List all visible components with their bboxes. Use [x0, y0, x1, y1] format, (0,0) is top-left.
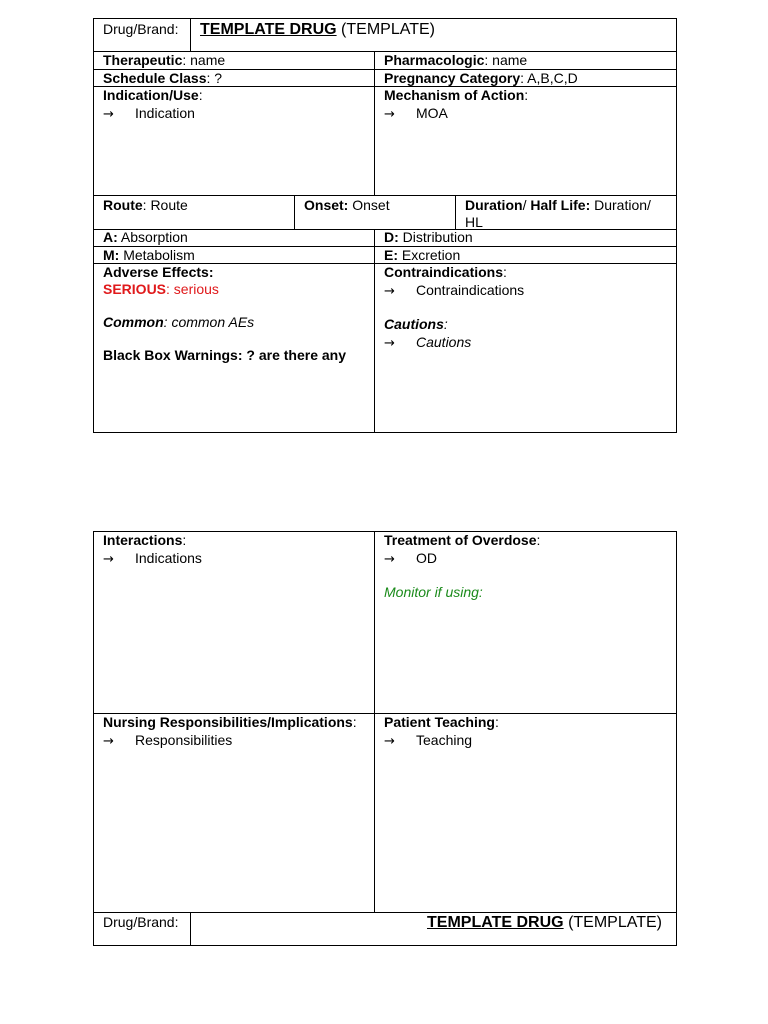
drug-suffix: (TEMPLATE) [568, 914, 662, 931]
list-item: → Responsibilities [103, 732, 233, 749]
route: Route: Route [103, 197, 188, 213]
drug-name: TEMPLATE DRUG [427, 914, 564, 931]
nursing-section: Nursing Responsibilities/Implications: → Responsibilities [103, 714, 357, 749]
monitor-note: Monitor if using: [384, 584, 483, 600]
interactions-section: Interactions: → Indications [103, 532, 202, 567]
list-item: → Teaching [384, 732, 473, 749]
excretion: E: Excretion [384, 247, 461, 263]
metabolism: M: Metabolism [103, 247, 195, 263]
list-item: → Cautions [384, 334, 472, 351]
list-item: → Contraindications [384, 282, 525, 299]
adverse-effects-section [94, 263, 355, 365]
arrow-icon: → [384, 284, 395, 299]
absorption: A: Absorption [103, 229, 188, 245]
drug-brand-label: Drug/Brand: [103, 914, 179, 930]
therapeutic-class: Therapeutic: name [103, 52, 226, 68]
onset: Onset: Onset [304, 197, 390, 213]
distribution: D: Distribution [384, 229, 473, 245]
list-item: → Indication [103, 105, 195, 122]
drug-suffix: (TEMPLATE) [341, 21, 435, 38]
pregnancy-category: Pregnancy Category: A,B,C,D [384, 70, 578, 86]
indication-heading: Indication/Use [103, 87, 199, 103]
pharmacologic-class: Pharmacologic: name [384, 52, 528, 68]
arrow-icon: → [384, 107, 395, 122]
interactions-heading: Interactions [103, 532, 183, 548]
duration-half-life: Duration/ Half Life: Duration/ HL [465, 197, 651, 230]
teaching-heading: Patient Teaching [384, 714, 495, 730]
teaching-section: Patient Teaching: → Teaching [384, 714, 499, 749]
common-effects: Common: common AEs [103, 314, 255, 330]
list-item: → OD [384, 550, 437, 567]
divider [190, 912, 191, 946]
drug-title [191, 19, 444, 40]
drug-title-footer [418, 912, 674, 933]
arrow-icon: → [384, 552, 395, 567]
list-item: → MOA [384, 105, 448, 122]
moa-heading: Mechanism of Action [384, 87, 525, 103]
black-box-warnings: Black Box Warnings: ? are there any [103, 347, 346, 363]
drug-name: TEMPLATE DRUG [200, 21, 337, 38]
overdose-heading: Treatment of Overdose [384, 532, 537, 548]
moa-section: Mechanism of Action: → MOA [384, 87, 529, 122]
nursing-heading: Nursing Responsibilities/Implications [103, 714, 353, 730]
arrow-icon: → [384, 734, 395, 749]
indication-section: Indication/Use: → Indication [103, 87, 203, 122]
contraindications-section: Contraindications: → Contraindications Cautions: → Cautions [384, 264, 525, 351]
arrow-icon: → [384, 336, 395, 351]
schedule-class: Schedule Class: ? [103, 70, 223, 86]
drug-brand-label: Drug/Brand: [103, 21, 179, 37]
cautions-heading: Cautions: [384, 316, 448, 332]
arrow-icon: → [103, 734, 114, 749]
overdose-section: Treatment of Overdose: → OD Monitor if using: [384, 532, 541, 600]
list-item: → Indications [103, 550, 202, 567]
adverse-heading: Adverse Effects: [103, 264, 214, 280]
arrow-icon: → [103, 107, 114, 122]
serious-effects: SERIOUS: serious [103, 281, 219, 297]
arrow-icon: → [103, 552, 114, 567]
contraindications-heading: Contraindications [384, 264, 504, 280]
